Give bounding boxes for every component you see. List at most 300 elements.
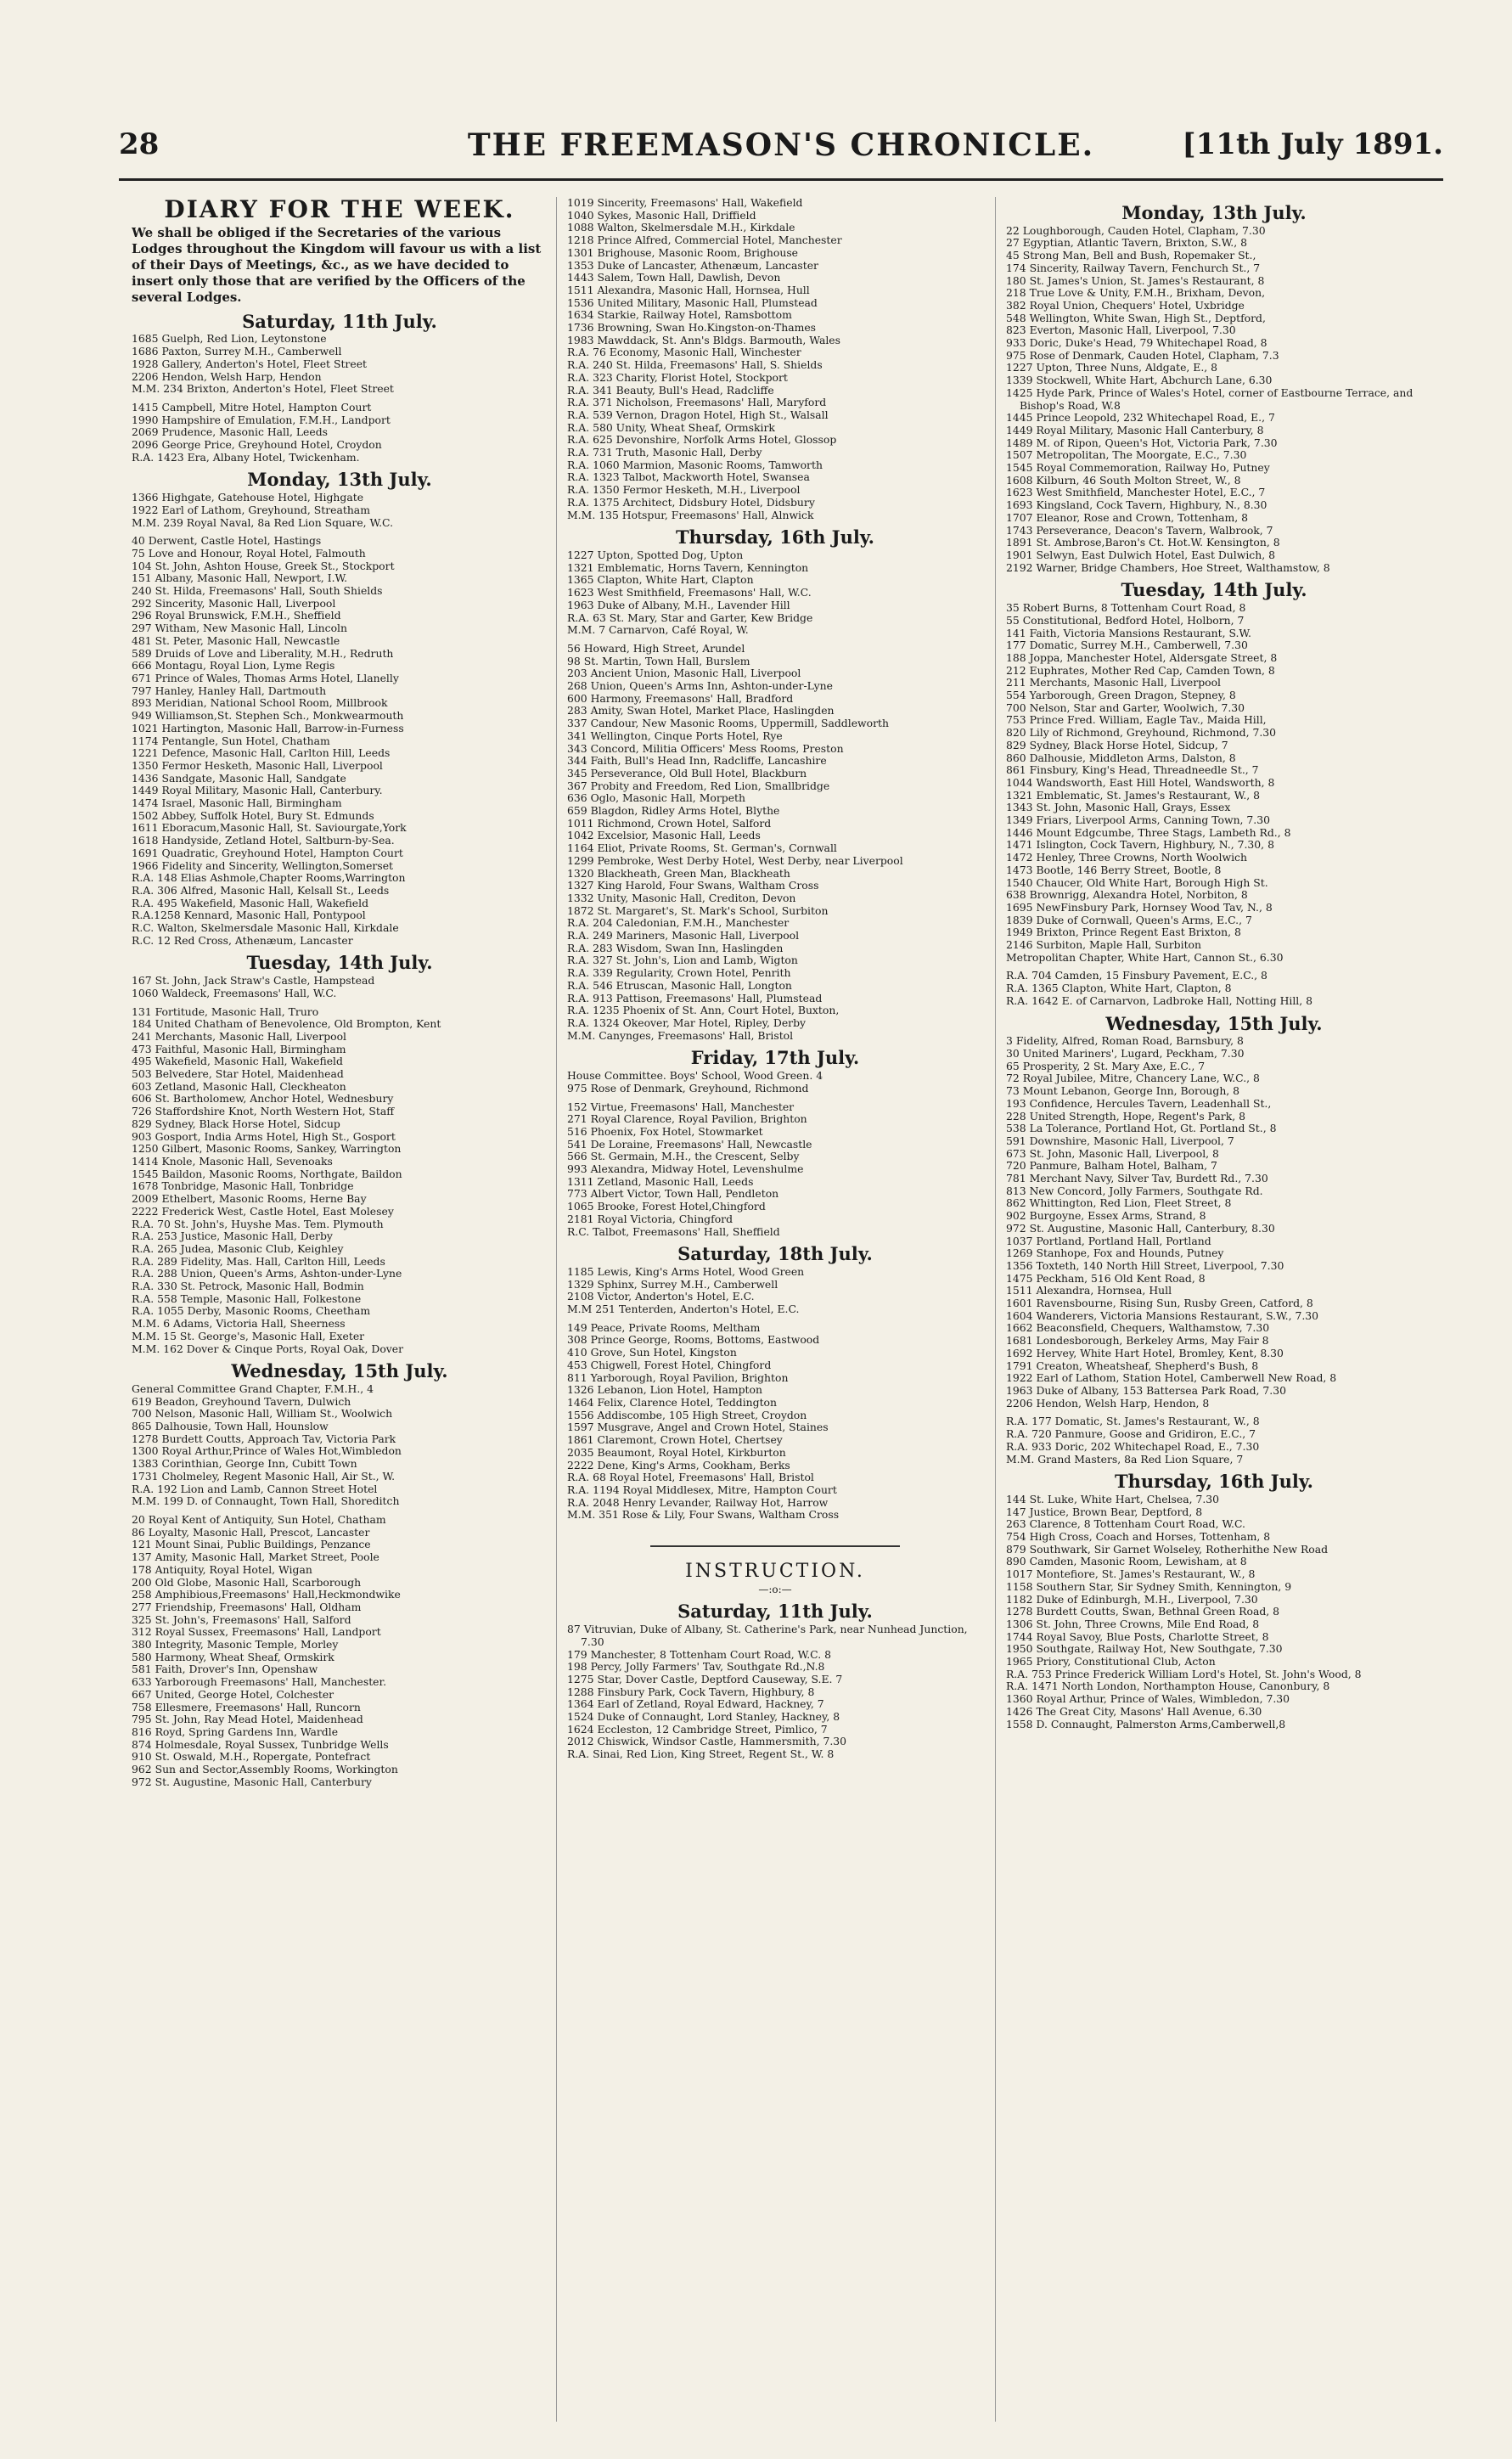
- lodge-entry: 297 Witham, New Masonic Hall, Lincoln: [132, 622, 347, 635]
- lodge-entry: 184 United Chatham of Benevolence, Old Brompton, Kent: [132, 1017, 441, 1031]
- lodge-entry: 861 Finsbury, King's Head, Threadneedle St., 7: [1006, 763, 1259, 777]
- lodge-entry: 1681 Londesborough, Berkeley Arms, May Fair 8: [1006, 1334, 1269, 1348]
- lodge-entry: R.C. Talbot, Freemasons' Hall, Sheffield: [567, 1224, 780, 1238]
- lodge-entry: 203 Ancient Union, Masonic Hall, Liverpool: [567, 667, 801, 680]
- lodge-entry: 40 Derwent, Castle Hotel, Hastings: [132, 534, 322, 548]
- lodge-entry: 1299 Pembroke, West Derby Hotel, West Derby, near Liverpool: [567, 853, 903, 867]
- lodge-entry: 495 Wakefield, Masonic Hall, Wakefield: [132, 1055, 343, 1068]
- lodge-entry: 860 Dalhousie, Middleton Arms, Dalston, 8: [1006, 751, 1236, 764]
- lodge-entry: 1326 Lebanon, Lion Hotel, Hampton: [567, 1383, 762, 1397]
- lodge-entry: 1415 Campbell, Mitre Hotel, Hampton Court: [132, 400, 372, 414]
- lodge-entry: 193 Confidence, Hercules Tavern, Leadenhall St.,: [1006, 1096, 1272, 1110]
- lodge-entry: 606 St. Bartholomew, Anchor Hotel, Wednesbury: [132, 1092, 394, 1106]
- lodge-entry: 2181 Royal Victoria, Chingford: [567, 1212, 734, 1225]
- lodge-entry: 292 Sincerity, Masonic Hall, Liverpool: [132, 596, 336, 610]
- lodge-entry: 1983 Mawddack, St. Ann's Bldgs. Barmouth, Wales: [567, 333, 840, 346]
- lodge-entry: 241 Merchants, Masonic Hall, Liverpool: [132, 1029, 347, 1043]
- lodge-entry: R.A. 1055 Derby, Masonic Rooms, Cheetham: [132, 1304, 371, 1318]
- lodge-entry: R.A. 558 Temple, Masonic Hall, Folkestone: [132, 1291, 362, 1305]
- lodge-entry: 86 Loyalty, Masonic Hall, Prescot, Lancaster: [132, 1525, 370, 1539]
- lodge-entry: 149 Peace, Private Rooms, Meltham: [567, 1320, 761, 1334]
- day-heading: Monday, 13th July.: [1121, 202, 1307, 223]
- lodge-entry: R.A. 323 Charity, Florist Hotel, Stockport: [567, 370, 788, 384]
- lodge-entry: 1678 Tonbridge, Masonic Hall, Tonbridge: [132, 1179, 354, 1193]
- lodge-entry: 1540 Chaucer, Old White Hart, Borough High St.: [1006, 875, 1268, 889]
- lodge-entry: M.M. 135 Hotspur, Freemasons' Hall, Alnwick: [567, 508, 814, 521]
- lodge-entry: 1060 Waldeck, Freemasons' Hall, W.C.: [132, 986, 337, 999]
- lodge-entry: 73 Mount Lebanon, George Inn, Borough, 8: [1006, 1084, 1240, 1098]
- lodge-entry: 22 Loughborough, Cauden Hotel, Clapham, 7.30: [1006, 223, 1266, 237]
- lodge-entry: 1950 Southgate, Railway Hot, New Southgate, 7.30: [1006, 1642, 1283, 1656]
- lodge-entry: 87 Vitruvian, Duke of Albany, St. Catherine's Park, near Nunhead Junction, 7.30: [567, 1623, 968, 1648]
- day-heading: Thursday, 16th July.: [676, 526, 874, 549]
- lodge-entry: 1891 St. Ambrose,Baron's Ct. Hot.W. Kensington, 8: [1006, 536, 1280, 549]
- day-heading: Wednesday, 15th July.: [231, 1360, 448, 1382]
- lodge-entry: R.A. 341 Beauty, Bull's Head, Radcliffe: [567, 383, 774, 397]
- lodge-entry: 1275 Star, Dover Castle, Deptford Causeway, S.E. 7: [567, 1672, 843, 1685]
- lodge-entry: 2206 Hendon, Welsh Harp, Hendon: [132, 369, 322, 383]
- lodge-entry: 1278 Burdett Coutts, Approach Tav, Victoria Park: [132, 1432, 396, 1445]
- lodge-entry: 211 Merchants, Masonic Hall, Liverpool: [1006, 676, 1222, 689]
- lodge-entry: 541 De Loraine, Freemasons' Hall, Newcastle: [567, 1137, 812, 1151]
- lodge-entry: 1558 D. Connaught, Palmerston Arms,Camberwell,8: [1006, 1717, 1286, 1730]
- lodge-entry: 753 Prince Fred. William, Eagle Tav., Maida Hill,: [1006, 713, 1267, 727]
- lodge-entry: 1164 Eliot, Private Rooms, St. German's, Cornwall: [567, 841, 837, 855]
- lodge-entry: General Committee Grand Chapter, F.M.H., 4: [132, 1381, 374, 1395]
- lodge-entry: 795 St. John, Ray Mead Hotel, Maidenhead: [132, 1713, 363, 1726]
- lodge-entry: R.A. 539 Vernon, Dragon Hotel, High St., Walsall: [567, 408, 829, 421]
- lodge-entry: 829 Sydney, Black Horse Hotel, Sidcup: [132, 1117, 340, 1130]
- lodge-entry: 829 Sydney, Black Horse Hotel, Sidcup, 7: [1006, 738, 1228, 751]
- lodge-entry: 949 Williamson,St. Stephen Sch., Monkwearmouth: [132, 709, 404, 723]
- lodge-entry: 1185 Lewis, King's Arms Hotel, Wood Green: [567, 1264, 805, 1278]
- lodge-entry: Metropolitan Chapter, White Hart, Cannon St., 6.30: [1006, 950, 1284, 964]
- section-divider: [650, 1545, 900, 1547]
- lodge-entry: 258 Amphibious,Freemasons' Hall,Heckmondwike: [132, 1588, 401, 1601]
- lodge-entry: 98 St. Martin, Town Hall, Burslem: [567, 654, 750, 667]
- day-heading: Saturday, 18th July.: [677, 1243, 873, 1265]
- day-heading: Saturday, 11th July.: [677, 1601, 873, 1623]
- lodge-entry: 1306 St. John, Three Crowns, Mile End Road, 8: [1006, 1617, 1260, 1630]
- lodge-entry: 1536 United Military, Masonic Hall, Plumstead: [567, 295, 818, 309]
- lodge-entry: 75 Love and Honour, Royal Hotel, Falmouth: [132, 546, 366, 560]
- lodge-entry: 580 Harmony, Wheat Sheaf, Ormskirk: [132, 1650, 334, 1663]
- day-heading: Saturday, 11th July.: [242, 310, 437, 332]
- lodge-entry: 188 Joppa, Manchester Hotel, Aldersgate Street, 8: [1006, 650, 1278, 664]
- lodge-entry: R.A. 63 St. Mary, Star and Garter, Kew Bridge: [567, 611, 813, 624]
- lodge-entry: R.A. 265 Judea, Masonic Club, Keighley: [132, 1241, 344, 1255]
- lodge-entry: M.M. 162 Dover & Cinque Ports, Royal Oak, Dover: [132, 1342, 404, 1355]
- lodge-entry: 1269 Stanhope, Fox and Hounds, Putney: [1006, 1246, 1224, 1260]
- lodge-entry: R.A. 253 Justice, Masonic Hall, Derby: [132, 1230, 333, 1243]
- lodge-entry: 121 Mount Sinai, Public Buildings, Penzance: [132, 1538, 371, 1551]
- lodge-entry: 1922 Earl of Lathom, Greyhound, Streatham: [132, 503, 370, 516]
- column-rule: [556, 197, 557, 2422]
- lodge-entry: R.A. Sinai, Red Lion, King Street, Regent St., W. 8: [567, 1747, 835, 1761]
- lodge-entry: R.A. 753 Prince Frederick William Lord's Hotel, St. John's Wood, 8: [1006, 1667, 1362, 1680]
- lodge-entry: 72 Royal Jubilee, Mitre, Chancery Lane, W.C., 8: [1006, 1072, 1260, 1085]
- lodge-entry: R.A. 148 Elias Ashmole,Chapter Rooms,Warrington: [132, 871, 406, 885]
- lodge-entry: 903 Gosport, India Arms Hotel, High St., Gosport: [132, 1129, 396, 1143]
- lodge-entry: 975 Rose of Denmark, Cauden Hotel, Clapham, 7.3: [1006, 348, 1279, 362]
- lodge-entry: 1426 The Great City, Masons' Hall Avenue, 6.30: [1006, 1704, 1262, 1718]
- lodge-entry: 503 Belvedere, Star Hotel, Maidenhead: [132, 1067, 344, 1081]
- lodge-entry: M.M. 199 D. of Connaught, Town Hall, Shoreditch: [132, 1494, 400, 1508]
- ornament: —:o:—: [758, 1583, 792, 1595]
- lodge-entry: 268 Union, Queen's Arms Inn, Ashton-under-Lyne: [567, 679, 833, 693]
- lodge-entry: 180 St. James's Union, St. James's Restaurant, 8: [1006, 273, 1265, 287]
- lodge-entry: R.A. 330 St. Petrock, Masonic Hall, Bodmin: [132, 1280, 364, 1293]
- lodge-entry: 1356 Toxteth, 140 North Hill Street, Liverpool, 7.30: [1006, 1258, 1284, 1272]
- lodge-entry: 3 Fidelity, Alfred, Roman Road, Barnsbury, 8: [1006, 1034, 1244, 1048]
- lodge-entry: 975 Rose of Denmark, Greyhound, Richmond: [567, 1081, 809, 1094]
- lodge-entry: M.M. Canynges, Freemasons' Hall, Bristol: [567, 1028, 794, 1042]
- lodge-entry: R.A. 1375 Architect, Didsbury Hotel, Didsbury: [567, 495, 815, 509]
- lodge-entry: 1339 Stockwell, White Hart, Abchurch Lane, 6.30: [1006, 374, 1273, 387]
- lodge-entry: 308 Prince George, Rooms, Bottoms, Eastwood: [567, 1333, 820, 1347]
- lodge-entry: 1227 Upton, Three Nuns, Aldgate, E., 8: [1006, 361, 1218, 374]
- lodge-entry: 1692 Hervey, White Hart Hotel, Bromley, Kent, 8.30: [1006, 1346, 1284, 1359]
- lodge-entry: R.A. 283 Wisdom, Swan Inn, Haslingden: [567, 941, 784, 954]
- lodge-entry: 283 Amity, Swan Hotel, Market Place, Haslingden: [567, 704, 835, 717]
- lodge-entry: 1545 Royal Commemoration, Railway Ho, Putney: [1006, 461, 1270, 475]
- lodge-entry: 1464 Felix, Clarence Hotel, Teddington: [567, 1395, 778, 1409]
- lodge-entry: 726 Staffordshire Knot, North Western Hot, Staff: [132, 1105, 395, 1118]
- lodge-entry: R.A. 339 Regularity, Crown Hotel, Penrith: [567, 966, 791, 980]
- lodge-entry: 890 Camden, Masonic Room, Lewisham, at 8: [1006, 1555, 1247, 1568]
- lodge-entry: 1301 Brighouse, Masonic Room, Brighouse: [567, 245, 799, 259]
- lodge-entry: R.A. 1324 Okeover, Mar Hotel, Ripley, Derby: [567, 1016, 807, 1029]
- instruction-heading: INSTRUCTION.: [685, 1561, 865, 1583]
- lodge-entry: 1489 M. of Ripon, Queen's Hot, Victoria Park, 7.30: [1006, 436, 1278, 449]
- lodge-entry: 811 Yarborough, Royal Pavilion, Brighton: [567, 1370, 789, 1384]
- lodge-entry: 1736 Browning, Swan Ho.Kingston-on-Thames: [567, 321, 817, 335]
- lodge-entry: 481 St. Peter, Masonic Hall, Newcastle: [132, 633, 340, 647]
- lodge-entry: 141 Faith, Victoria Mansions Restaurant, S.W.: [1006, 626, 1251, 639]
- lodge-entry: 137 Amity, Masonic Hall, Market Street, Poole: [132, 1550, 379, 1564]
- page-number: 28: [119, 127, 160, 161]
- lodge-entry: R.A. 288 Union, Queen's Arms, Ashton-under-Lyne: [132, 1267, 402, 1280]
- lodge-entry: R.A. 306 Alfred, Masonic Hall, Kelsall St., Leeds: [132, 883, 390, 897]
- lodge-entry: 1743 Perseverance, Deacon's Tavern, Walbrook, 7: [1006, 523, 1273, 537]
- lodge-entry: 636 Oglo, Masonic Hall, Morpeth: [567, 791, 745, 805]
- lodge-entry: 910 St. Oswald, M.H., Ropergate, Pontefract: [132, 1750, 371, 1764]
- lodge-entry: R.A. 249 Mariners, Masonic Hall, Liverpool: [567, 929, 800, 943]
- lodge-entry: R.A. 1323 Talbot, Mackworth Hotel, Swansea: [567, 470, 810, 484]
- lodge-entry: 1366 Highgate, Gatehouse Hotel, Highgate: [132, 491, 364, 504]
- lodge-entry: 874 Holmesdale, Royal Sussex, Tunbridge Wells: [132, 1737, 389, 1751]
- lodge-entry: 758 Ellesmere, Freemasons' Hall, Runcorn: [132, 1700, 361, 1713]
- lodge-entry: 1443 Salem, Town Hall, Dawlish, Devon: [567, 271, 781, 284]
- lodge-entry: 1545 Baildon, Masonic Rooms, Northgate, Baildon: [132, 1167, 402, 1180]
- lodge-entry: 167 St. John, Jack Straw's Castle, Hampstead: [132, 974, 375, 988]
- lodge-entry: 1278 Burdett Coutts, Swan, Bethnal Green Road, 8: [1006, 1605, 1280, 1618]
- lodge-entry: 341 Wellington, Cinque Ports Hotel, Rye: [567, 729, 783, 742]
- lodge-entry: 1446 Mount Edgcumbe, Three Stags, Lambeth Rd., 8: [1006, 825, 1291, 839]
- column-1: [132, 197, 548, 2422]
- lodge-entry: 820 Lily of Richmond, Greyhound, Richmond, 7.30: [1006, 726, 1277, 740]
- lodge-entry: R.A. 177 Domatic, St. James's Restaurant, W., 8: [1006, 1415, 1260, 1428]
- lodge-entry: 344 Faith, Bull's Head Inn, Radcliffe, Lancashire: [567, 754, 827, 768]
- lodge-entry: 1218 Prince Alfred, Commercial Hotel, Manchester: [567, 234, 842, 247]
- lodge-entry: R.A. 76 Economy, Masonic Hall, Winchester: [567, 346, 801, 359]
- lodge-entry: 380 Integrity, Masonic Temple, Morley: [132, 1638, 339, 1652]
- lodge-entry: 1182 Duke of Edinburgh, M.H., Liverpool, 7.30: [1006, 1592, 1258, 1606]
- lodge-entry: 1839 Duke of Cornwall, Queen's Arms, E.C., 7: [1006, 913, 1252, 926]
- lodge-entry: 700 Nelson, Star and Garter, Woolwich, 7.30: [1006, 701, 1245, 714]
- lodge-entry: 1300 Royal Arthur,Prince of Wales Hot,Wimbledon: [132, 1444, 402, 1458]
- lodge-entry: 1511 Alexandra, Hornsea, Hull: [1006, 1284, 1172, 1297]
- lodge-entry: 754 High Cross, Coach and Horses, Tottenham, 8: [1006, 1530, 1271, 1544]
- lodge-entry: 382 Royal Union, Chequers' Hotel, Uxbridge: [1006, 298, 1245, 312]
- lodge-entry: 1320 Blackheath, Green Man, Blackheath: [567, 866, 790, 880]
- lodge-entry: 2012 Chiswick, Windsor Castle, Hammersmith, 7.30: [567, 1735, 847, 1748]
- lodge-entry: 862 Whittington, Red Lion, Fleet Street, 8: [1006, 1196, 1232, 1210]
- lodge-entry: 1966 Fidelity and Sincerity, Wellington,Somerset: [132, 858, 394, 872]
- lodge-entry: 816 Royd, Spring Gardens Inn, Wardle: [132, 1725, 339, 1738]
- lodge-entry: 1449 Royal Military, Masonic Hall Canterbury, 8: [1006, 423, 1264, 436]
- lodge-entry: 144 St. Luke, White Hart, Chelsea, 7.30: [1006, 1492, 1220, 1505]
- lodge-entry: 1990 Hampshire of Emulation, F.M.H., Landport: [132, 413, 391, 426]
- lodge-entry: 893 Meridian, National School Room, Millbrook: [132, 696, 388, 710]
- lodge-entry: 1556 Addiscombe, 105 High Street, Croydon: [567, 1408, 807, 1421]
- lodge-entry: 147 Justice, Brown Bear, Deptford, 8: [1006, 1505, 1203, 1518]
- lodge-entry: 1608 Kilburn, 46 South Molton Street, W., 8: [1006, 473, 1241, 487]
- lodge-entry: R.A.1258 Kennard, Masonic Hall, Pontypool: [132, 909, 366, 922]
- lodge-entry: 902 Burgoyne, Essex Arms, Strand, 8: [1006, 1209, 1206, 1223]
- lodge-entry: 1311 Zetland, Masonic Hall, Leeds: [567, 1174, 754, 1188]
- lodge-entry: 548 Wellington, White Swan, High St., Deptford,: [1006, 311, 1266, 324]
- lodge-entry: 1901 Selwyn, East Dulwich Hotel, East Dulwich, 8: [1006, 548, 1275, 561]
- lodge-entry: 1321 Emblematic, St. James's Restaurant, W., 8: [1006, 788, 1261, 802]
- lodge-entry: R.A. 289 Fidelity, Mas. Hall, Carlton Hill, Leeds: [132, 1254, 385, 1268]
- lodge-entry: 325 St. John's, Freemasons' Hall, Salford: [132, 1612, 351, 1626]
- lodge-entry: 1524 Duke of Connaught, Lord Stanley, Hackney, 8: [567, 1710, 840, 1724]
- lodge-entry: 1425 Hyde Park, Prince of Wales's Hotel, corner of Eastbourne Terrace, and Bishop's Road, W.8: [1006, 385, 1414, 412]
- lodge-entry: M.M. 15 St. George's, Masonic Hall, Exeter: [132, 1329, 365, 1342]
- lodge-entry: 2192 Warner, Bridge Chambers, Hoe Street, Walthamstow, 8: [1006, 560, 1330, 574]
- lodge-entry: 296 Royal Brunswick, F.M.H., Sheffield: [132, 609, 341, 622]
- lodge-entry: R.A. 1194 Royal Middlesex, Mitre, Hampton Court: [567, 1483, 837, 1496]
- issue-date: [11th July 1891.: [1182, 127, 1443, 161]
- lodge-entry: 1634 Starkie, Railway Hotel, Ramsbottom: [567, 308, 792, 322]
- lodge-entry: 1332 Unity, Masonic Hall, Crediton, Devon: [567, 891, 796, 904]
- lodge-entry: R.A. 1423 Era, Albany Hotel, Twickenham.: [132, 450, 360, 464]
- lodge-entry: 1597 Musgrave, Angel and Crown Hotel, Staines: [567, 1421, 829, 1434]
- lodge-entry: 55 Constitutional, Bedford Hotel, Holborn, 7: [1006, 613, 1245, 627]
- lodge-entry: 1250 Gilbert, Masonic Rooms, Sankey, Warrington: [132, 1142, 402, 1156]
- lodge-entry: 1744 Royal Savoy, Blue Posts, Charlotte Street, 8: [1006, 1629, 1269, 1643]
- lodge-entry: 1471 Islington, Cock Tavern, Highbury, N., 7.30, 8: [1006, 838, 1274, 852]
- lodge-entry: 1507 Metropolitan, The Moorgate, E.C., 7.30: [1006, 448, 1247, 462]
- day-heading: Friday, 17th July.: [690, 1047, 860, 1069]
- lodge-entry: 813 New Concord, Jolly Farmers, Southgate Rd.: [1006, 1184, 1263, 1197]
- lodge-entry: 2146 Surbiton, Maple Hall, Surbiton: [1006, 938, 1201, 952]
- lodge-entry: M.M. 234 Brixton, Anderton's Hotel, Fleet Street: [132, 382, 394, 396]
- lodge-entry: R.A. 1471 North London, Northampton House, Canonbury, 8: [1006, 1680, 1330, 1693]
- lodge-entry: 410 Grove, Sun Hotel, Kingston: [567, 1346, 737, 1359]
- column-3: [1006, 197, 1422, 2422]
- lodge-entry: 263 Clarence, 8 Tottenham Court Road, W.C.: [1006, 1517, 1245, 1531]
- lodge-entry: 2222 Dene, King's Arms, Cookham, Berks: [567, 1458, 790, 1471]
- lodge-entry: 1414 Knole, Masonic Hall, Sevenoaks: [132, 1155, 333, 1168]
- lodge-entry: R.A. 1235 Phoenix of St. Ann, Court Hotel, Buxton,: [567, 1004, 840, 1017]
- lodge-entry: 797 Hanley, Hanley Hall, Dartmouth: [132, 684, 327, 697]
- lodge-entry: 179 Manchester, 8 Tottenham Court Road, W.C. 8: [567, 1647, 831, 1661]
- lodge-entry: 2206 Hendon, Welsh Harp, Hendon, 8: [1006, 1396, 1210, 1410]
- lodge-entry: 1731 Cholmeley, Regent Masonic Hall, Air St., W.: [132, 1469, 396, 1483]
- lodge-entry: 1329 Sphinx, Surrey M.H., Camberwell: [567, 1277, 778, 1291]
- lodge-entry: 1472 Henley, Three Crowns, North Woolwich: [1006, 851, 1247, 864]
- lodge-entry: 1601 Ravensbourne, Rising Sun, Rusby Green, Catford, 8: [1006, 1297, 1313, 1310]
- lodge-entry: 673 St. John, Masonic Hall, Liverpool, 8: [1006, 1146, 1219, 1160]
- lodge-entry: 1327 King Harold, Four Swans, Waltham Cross: [567, 879, 819, 892]
- diary-intro: We shall be obliged if the Secretaries of the various Lodges throughout the Kingdom will favour us with a list of their Days of Meetings, &c., as we have decided to insert only those that are verified by the Officers of the several Lodges.: [132, 224, 542, 305]
- lodge-entry: 2222 Frederick West, Castle Hotel, East Molesey: [132, 1204, 394, 1218]
- lodge-entry: R.A. 704 Camden, 15 Finsbury Pavement, E.C., 8: [1006, 969, 1267, 982]
- lodge-entry: 638 Brownrigg, Alexandra Hotel, Norbiton, 8: [1006, 888, 1248, 902]
- lodge-entry: M.M 251 Tenterden, Anderton's Hotel, E.C.: [567, 1303, 800, 1316]
- lodge-entry: 271 Royal Clarence, Royal Pavilion, Brighton: [567, 1112, 807, 1126]
- lodge-entry: 177 Domatic, Surrey M.H., Camberwell, 7.30: [1006, 639, 1248, 652]
- lodge-entry: 1618 Handyside, Zetland Hotel, Saltburn-by-Sea.: [132, 834, 395, 847]
- lodge-entry: M.M. 7 Carnarvon, Café Royal, W.: [567, 623, 749, 637]
- lodge-entry: 1350 Fermor Hesketh, Masonic Hall, Liverpool: [132, 758, 383, 772]
- diary-title: DIARY FOR THE WEEK.: [164, 197, 515, 223]
- lodge-entry: 1449 Royal Military, Masonic Hall, Canterbury.: [132, 784, 383, 797]
- lodge-entry: 1445 Prince Leopold, 232 Whitechapel Road, E., 7: [1006, 411, 1275, 425]
- lodge-entry: 45 Strong Man, Bell and Bush, Ropemaker St.,: [1006, 249, 1256, 262]
- lodge-entry: 1861 Claremont, Crown Hotel, Chertsey: [567, 1433, 783, 1447]
- lodge-entry: 972 St. Augustine, Masonic Hall, Canterbury, 8.30: [1006, 1221, 1275, 1235]
- lodge-entry: 1037 Portland, Portland Hall, Portland: [1006, 1234, 1211, 1247]
- column-2: [567, 197, 983, 2422]
- lodge-entry: 1963 Duke of Albany, 153 Battersea Park Road, 7.30: [1006, 1383, 1287, 1397]
- lodge-entry: 1872 St. Margaret's, St. Mark's School, Surbiton: [567, 903, 829, 917]
- lodge-entry: 581 Faith, Drover's Inn, Openshaw: [132, 1663, 318, 1676]
- lodge-entry: 1922 Earl of Lathom, Station Hotel, Camberwell New Road, 8: [1006, 1371, 1337, 1385]
- lodge-entry: 1623 West Smithfield, Manchester Hotel, E.C., 7: [1006, 486, 1266, 499]
- lodge-entry: 1349 Friars, Liverpool Arms, Canning Town, 7.30: [1006, 813, 1271, 827]
- lodge-entry: 151 Albany, Masonic Hall, Newport, I.W.: [132, 571, 348, 585]
- lodge-entry: 619 Beadon, Greyhound Tavern, Dulwich: [132, 1394, 351, 1408]
- lodge-entry: 1511 Alexandra, Masonic Hall, Hornsea, Hull: [567, 283, 810, 296]
- lodge-entry: 1604 Wanderers, Victoria Mansions Restaurant, S.W., 7.30: [1006, 1308, 1319, 1322]
- lodge-entry: 603 Zetland, Masonic Hall, Cleckheaton: [132, 1079, 346, 1093]
- lodge-entry: 591 Downshire, Masonic Hall, Liverpool, 7: [1006, 1134, 1234, 1147]
- lodge-entry: 865 Dalhousie, Town Hall, Hounslow: [132, 1420, 329, 1433]
- lodge-entry: 972 St. Augustine, Masonic Hall, Canterbury: [132, 1775, 372, 1788]
- lodge-entry: 720 Panmure, Balham Hotel, Balham, 7: [1006, 1159, 1217, 1173]
- lodge-entry: M.M. 6 Adams, Victoria Hall, Sheerness: [132, 1317, 346, 1331]
- lodge-entry: 1042 Excelsior, Masonic Hall, Leeds: [567, 829, 761, 842]
- lodge-entry: R.C. 12 Red Cross, Athenæum, Lancaster: [132, 933, 353, 947]
- lodge-entry: 933 Doric, Duke's Head, 79 Whitechapel Road, 8: [1006, 336, 1267, 350]
- day-heading: Monday, 13th July.: [247, 469, 432, 491]
- lodge-entry: 1693 Kingsland, Cock Tavern, Highbury, N., 8.30: [1006, 498, 1267, 512]
- lodge-entry: 1088 Walton, Skelmersdale M.H., Kirkdale: [567, 221, 795, 234]
- lodge-entry: 2009 Ethelbert, Masonic Rooms, Herne Bay: [132, 1192, 367, 1206]
- lodge-entry: 1611 Eboracum,Masonic Hall, St. Saviourgate,York: [132, 821, 407, 835]
- lodge-entry: 473 Faithful, Masonic Hall, Birmingham: [132, 1042, 346, 1055]
- lodge-entry: R.A. 192 Lion and Lamb, Cannon Street Hotel: [132, 1482, 378, 1495]
- lodge-entry: 337 Candour, New Masonic Rooms, Uppermill, Saddleworth: [567, 717, 889, 730]
- lodge-entry: M.M. Grand Masters, 8a Red Lion Square, 7: [1006, 1452, 1244, 1466]
- lodge-entry: R.A. 580 Unity, Wheat Sheaf, Ormskirk: [567, 420, 775, 434]
- lodge-entry: 1502 Abbey, Suffolk Hotel, Bury St. Edmunds: [132, 808, 374, 822]
- lodge-entry: 1662 Beaconsfield, Chequers, Walthamstow, 7.30: [1006, 1321, 1270, 1335]
- lodge-entry: M.M. 239 Royal Naval, 8a Red Lion Square, W.C.: [132, 515, 394, 529]
- lodge-entry: R.A. 204 Caledonian, F.M.H., Manchester: [567, 916, 790, 930]
- lodge-entry: 1174 Pentangle, Sun Hotel, Chatham: [132, 734, 330, 747]
- lodge-entry: R.A. 495 Wakefield, Masonic Hall, Wakefield: [132, 896, 369, 909]
- lodge-entry: 1685 Guelph, Red Lion, Leytonstone: [132, 332, 327, 346]
- lodge-entry: 993 Alexandra, Midway Hotel, Levenshulme: [567, 1162, 804, 1176]
- lodge-entry: 667 United, George Hotel, Colchester: [132, 1687, 334, 1701]
- lodge-entry: 218 True Love & Unity, F.M.H., Brixham, Devon,: [1006, 286, 1266, 300]
- lodge-entry: 1343 St. John, Masonic Hall, Grays, Essex: [1006, 801, 1231, 814]
- lodge-entry: 35 Robert Burns, 8 Tottenham Court Road, 8: [1006, 601, 1246, 615]
- lodge-entry: 1436 Sandgate, Masonic Hall, Sandgate: [132, 771, 346, 785]
- lodge-entry: 1017 Montefiore, St. James's Restaurant, W., 8: [1006, 1567, 1256, 1581]
- lodge-entry: R.A. 720 Panmure, Goose and Gridiron, E.C., 7: [1006, 1427, 1256, 1441]
- lodge-entry: R.C. Walton, Skelmersdale Masonic Hall, Kirkdale: [132, 921, 399, 935]
- lodge-entry: 1288 Finsbury Park, Cock Tavern, Highbury, 8: [567, 1685, 815, 1698]
- lodge-entry: 312 Royal Sussex, Freemasons' Hall, Landport: [132, 1625, 381, 1639]
- lodge-entry: 27 Egyptian, Atlantic Tavern, Brixton, S.W., 8: [1006, 236, 1247, 250]
- lodge-entry: R.A. 1365 Clapton, White Hart, Clapton, 8: [1006, 982, 1232, 995]
- lodge-entry: 453 Chigwell, Forest Hotel, Chingford: [567, 1358, 772, 1371]
- lodge-entry: 1949 Brixton, Prince Regent East Brixton, 8: [1006, 926, 1241, 939]
- lodge-entry: 823 Everton, Masonic Hall, Liverpool, 7.30: [1006, 324, 1236, 337]
- lodge-entry: 345 Perseverance, Old Bull Hotel, Blackburn: [567, 766, 807, 779]
- lodge-entry: 1686 Paxton, Surrey M.H., Camberwell: [132, 345, 342, 358]
- lodge-entry: 1227 Upton, Spotted Dog, Upton: [567, 548, 744, 561]
- lodge-entry: 633 Yarborough Freemasons' Hall, Manchester.: [132, 1675, 387, 1689]
- lodge-entry: 2096 George Price, Greyhound Hotel, Croydon: [132, 438, 382, 452]
- lodge-entry: 1624 Eccleston, 12 Cambridge Street, Pimlico, 7: [567, 1722, 828, 1736]
- lodge-entry: 1065 Brooke, Forest Hotel,Chingford: [567, 1200, 766, 1213]
- lodge-entry: R.A. 546 Etruscan, Masonic Hall, Longton: [567, 978, 792, 992]
- lodge-entry: 1707 Eleanor, Rose and Crown, Tottenham, 8: [1006, 510, 1248, 524]
- lodge-entry: 538 La Tolerance, Portland Hot, Gt. Portland St., 8: [1006, 1122, 1277, 1135]
- page-header: [119, 127, 1443, 181]
- lodge-entry: 212 Euphrates, Mother Red Cap, Camden Town, 8: [1006, 663, 1275, 677]
- lodge-entry: 1928 Gallery, Anderton's Hotel, Fleet Street: [132, 357, 368, 370]
- lodge-entry: 56 Howard, High Street, Arundel: [567, 641, 745, 655]
- lodge-entry: 1691 Quadratic, Greyhound Hotel, Hampton Court: [132, 846, 403, 859]
- lodge-entry: 879 Southwark, Sir Garnet Wolseley, Rotherhithe New Road: [1006, 1542, 1329, 1556]
- lodge-entry: 1019 Sincerity, Freemasons' Hall, Wakefield: [567, 197, 803, 209]
- lodge-entry: 1383 Corinthian, George Inn, Cubitt Town: [132, 1457, 357, 1471]
- lodge-entry: 240 St. Hilda, Freemasons' Hall, South Shields: [132, 584, 383, 598]
- lodge-entry: R.A. 731 Truth, Masonic Hall, Derby: [567, 446, 762, 459]
- lodge-entry: 30 United Mariners', Lugard, Peckham, 7.30: [1006, 1047, 1245, 1060]
- lodge-entry: 2108 Victor, Anderton's Hotel, E.C.: [567, 1290, 755, 1303]
- lodge-entry: 367 Probity and Freedom, Red Lion, Smallbridge: [567, 779, 830, 792]
- lodge-entry: R.A. 371 Nicholson, Freemasons' Hall, Maryford: [567, 396, 827, 409]
- lodge-entry: 178 Antiquity, Royal Hotel, Wigan: [132, 1562, 312, 1576]
- lodge-entry: 2069 Prudence, Masonic Hall, Leeds: [132, 425, 328, 439]
- lodge-entry: 1021 Hartington, Masonic Hall, Barrow-in-Furness: [132, 721, 404, 734]
- lodge-entry: R.A. 68 Royal Hotel, Freemasons' Hall, Bristol: [567, 1471, 814, 1484]
- lodge-entry: 962 Sun and Sector,Assembly Rooms, Workington: [132, 1763, 398, 1776]
- lodge-entry: 516 Phoenix, Fox Hotel, Stowmarket: [567, 1124, 763, 1138]
- lodge-entry: 781 Merchant Navy, Silver Tav, Burdett Rd., 7.30: [1006, 1172, 1268, 1185]
- day-heading: Tuesday, 14th July.: [246, 952, 433, 974]
- day-heading: Tuesday, 14th July.: [1121, 579, 1307, 601]
- lodge-entry: 277 Friendship, Freemasons' Hall, Oldham: [132, 1600, 362, 1613]
